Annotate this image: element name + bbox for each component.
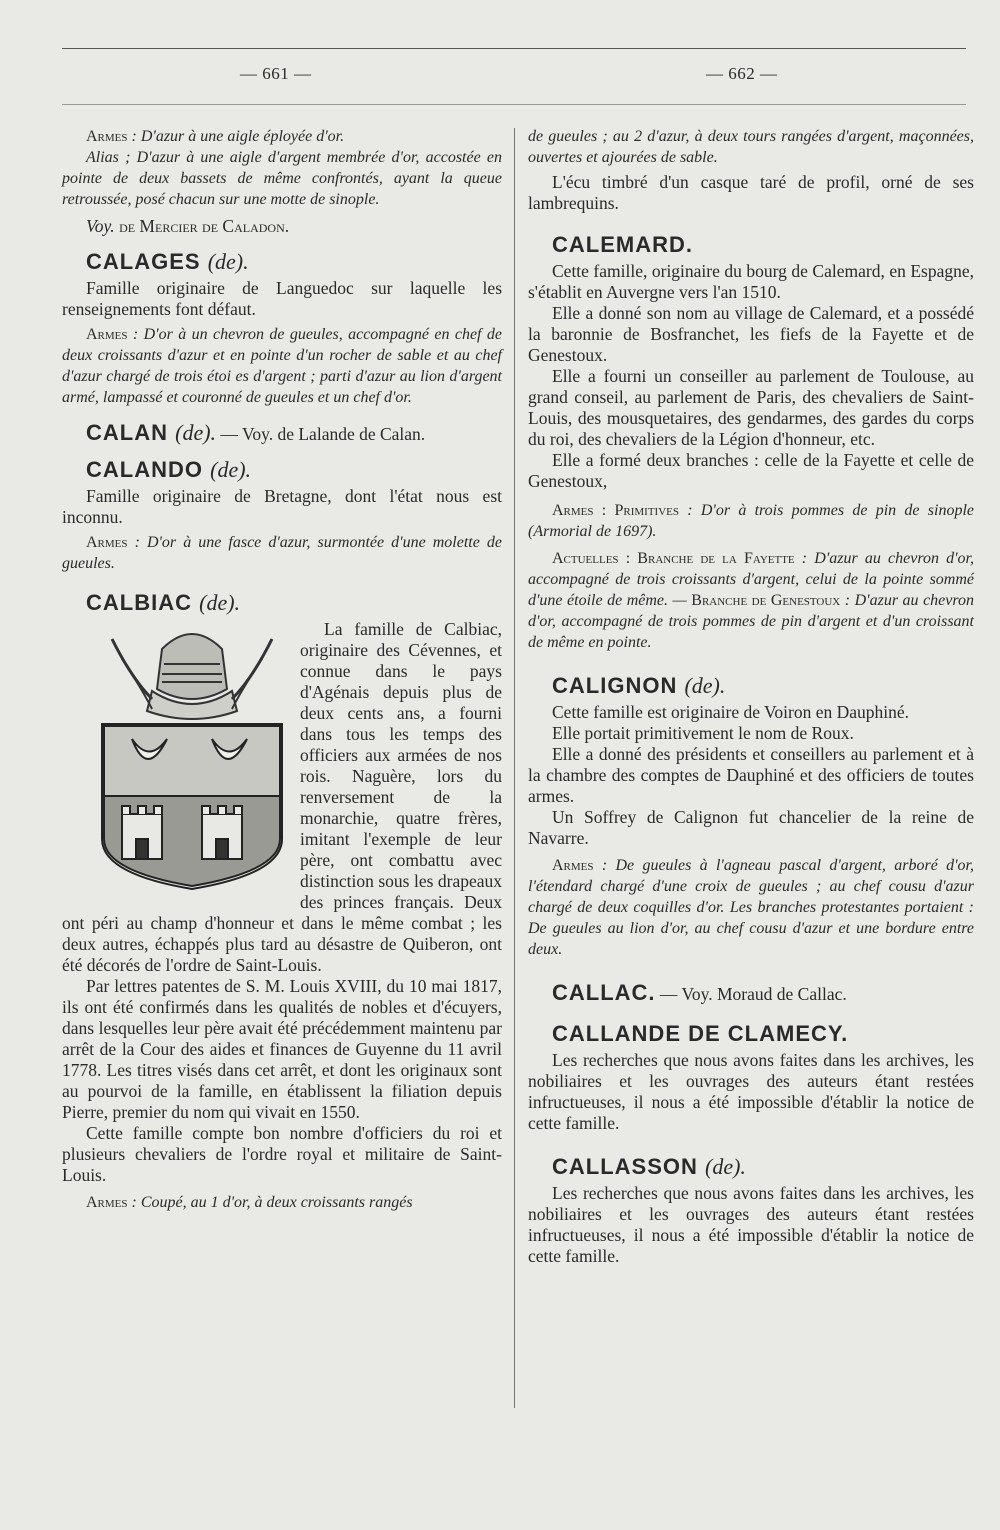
calignon-p2: Elle portait primitivement le nom de Roux. <box>552 723 854 743</box>
callasson-heading: CALLASSON (de). <box>552 1154 746 1179</box>
callasson-text: Les recherches que nous avons faites dans les archives, les nobiliaires et les ouvrages des auteurs étant restées infructueuses, il nous a été impossible d'établir la notice de cette famille. <box>528 1183 974 1266</box>
calemard-heading: CALEMARD. <box>552 232 693 257</box>
calignon-p3: Elle a donné des présidents et conseillers au parlement et à la chambre des comptes de Dauphiné et des officiers de toutes armes. <box>528 744 974 806</box>
calignon-heading: CALIGNON (de). <box>552 673 726 698</box>
callande-heading: CALLANDE DE CLAMECY. <box>552 1021 849 1046</box>
calando-armes: Armes : D'or à une fasce d'azur, surmontée d'une molette de gueules. <box>62 534 502 572</box>
calbiac-heading: CALBIAC (de). <box>86 590 241 615</box>
left-column <box>62 126 502 1213</box>
calemard-actuelles: Actuelles : Branche de la Fayette : D'azur au chevron d'or, accompagné de trois croissants d'argent, celui de la pointe sommé d'une étoile de même. — Branche de Genestoux : D'azur au chevron d'or, accompagné de trois pommes de pin d'argent et d'un croissant de même en pointe. <box>528 550 975 651</box>
calando-text: Famille originaire de Bretagne, dont l'état nous est inconnu. <box>62 486 502 527</box>
calages-text: Famille originaire de Languedoc sur laquelle les renseignements font défaut. <box>62 278 502 319</box>
calbiac-p1: La famille de Calbiac, originaire des Cévennes, et connue dans le pays d'Agénais depuis plus de deux cents ans, a fourni dans tous les temps des officiers aux armées de nos rois. Naguère, lors du renversement de la monarchie, quatre frères, imitant l'exemple de leur père, ont combattu avec distinction sous les drapeaux des princes français. Deux ont péri au champ d'honneur et dans le même combat ; les deux autres, échappés plus tard au désastre de Quiberon, ont été décorés de l'ordre de Saint-Louis. <box>62 619 502 975</box>
calbiac-coat-of-arms <box>92 619 292 899</box>
calbiac-p3: Cette famille compte bon nombre d'officiers du roi et plusieurs chevaliers de l'ordre royal et militaire de Saint-Louis. <box>62 1123 502 1185</box>
calando-heading: CALANDO (de). <box>86 457 252 482</box>
calemard-p3: Elle a fourni un conseiller au parlement de Toulouse, au grand conseil, au parlement de Paris, des chevaliers de Saint-Louis, des mousquetaires, des gendarmes, des gardes du corps du roi, des chevaliers de la Légion d'honneur, etc. <box>528 366 974 449</box>
top-rule <box>62 48 966 49</box>
calan-heading: CALAN (de). — Voy. de Lalande de Calan. <box>86 420 426 445</box>
calages-armes: Armes : D'or à un chevron de gueules, accompagné en chef de deux croissants d'azur et en pointe d'un rocher de sable et au chef d'azur chargé de trois étoi es d'argent ; parti d'azur au lion d'argent armé, lampassé et couronné de gueules et un chef d'or. <box>62 326 502 406</box>
voy-mercier: Voy. de Mercier de Caladon. <box>86 216 290 236</box>
header-rule <box>62 104 966 105</box>
callac-heading: CALLAC. — Voy. Moraud de Callac. <box>552 980 847 1005</box>
coat-of-arms-icon <box>92 619 292 899</box>
calignon-armes: Armes : De gueules à l'agneau pascal d'argent, arboré d'or, l'étendard chargé d'une croix de gueules ; au chef cousu d'azur chargé de deux coquilles d'or. Les branches protestantes portaient : De gueules au lion d'or, au chef cousu d'azur et une bordure entre deux. <box>528 857 974 958</box>
calemard-armes: Armes : Primitives : D'or à trois pommes de pin de sinople (Armorial de 1697). <box>528 502 974 540</box>
calbiac-armes-cont: de gueules ; au 2 d'azur, à deux tours rangées d'argent, maçonnées, ouvertes et ajourées de sable. <box>528 128 974 166</box>
calbiac-p2: Par lettres patentes de S. M. Louis XVIII, du 10 mai 1817, ils ont été confirmés dans les qualités de nobles et d'écuyers, dans lesquelles leur père avait été précédemment maintenu par arrêt de la Cour des aides et finances de Guyenne du 11 avril 1778. Les titres visés dans cet arrêt, et dont les originaux sont au pourvoi de la famille, en établissent la filiation depuis Pierre, premier du nom qui vivait en 1550. <box>62 976 502 1122</box>
left-page-number: — 661 — <box>240 64 312 83</box>
right-page-number: — 662 — <box>706 64 778 83</box>
calages-heading: CALAGES (de). <box>86 249 249 274</box>
column-divider <box>514 128 515 1408</box>
calemard-p2: Elle a donné son nom au village de Calemard, et a possédé la baronnie de Bosfranchet, les fiefs de la Fayette et de Genestoux. <box>528 303 974 365</box>
calignon-p1: Cette famille est originaire de Voiron en Dauphiné. <box>552 702 910 722</box>
callande-text: Les recherches que nous avons faites dans les archives, les nobiliaires et les ouvrages des auteurs étant restées infructueuses, il nous a été impossible d'établir la notice de cette famille. <box>528 1050 974 1133</box>
ecu-paragraph: L'écu timbré d'un casque taré de profil, orné de ses lambrequins. <box>528 172 974 213</box>
calbiac-armes: Armes : Coupé, au 1 d'or, à deux croissants rangés <box>86 1194 413 1211</box>
calignon-p4: Un Soffrey de Calignon fut chancelier de la reine de Navarre. <box>528 807 974 848</box>
calemard-p1: Cette famille, originaire du bourg de Calemard, en Espagne, s'établit en Auvergne vers l'an 1510. <box>528 261 974 302</box>
armes-intro: Armes : D'azur à une aigle éployée d'or. <box>86 128 345 145</box>
alias-paragraph: Alias ; D'azur à une aigle d'argent membrée d'or, accostée en pointe de deux bassets de même confrontés, ayant la queue retroussée, posé chacun sur une motte de sinople. <box>62 149 502 208</box>
right-column <box>528 126 974 1267</box>
calemard-p4: Elle a formé deux branches : celle de la Fayette et celle de Genestoux, <box>528 450 974 491</box>
